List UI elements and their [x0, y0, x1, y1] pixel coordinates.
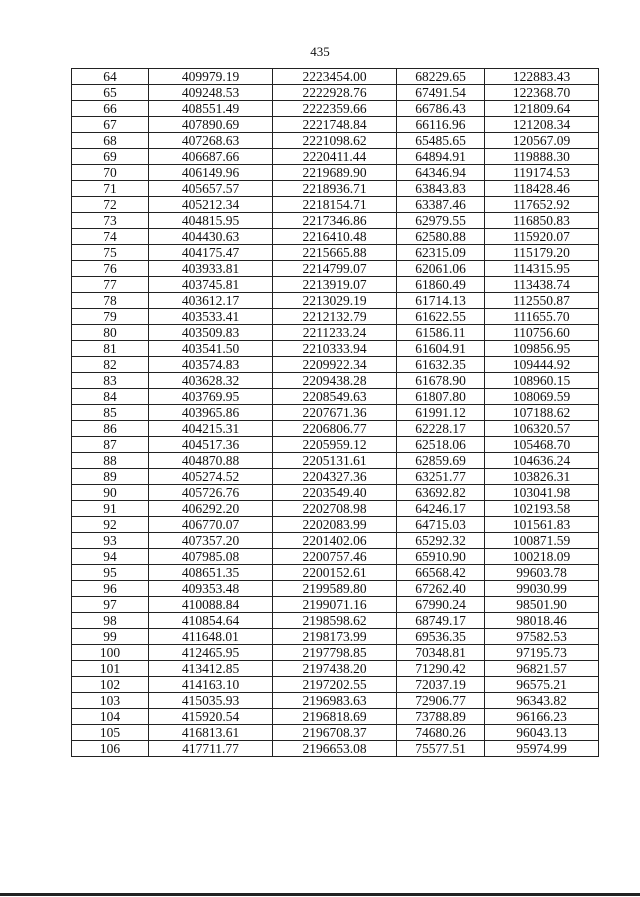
value-cell-1: 403533.41	[149, 309, 273, 325]
value-cell-1: 407268.63	[149, 133, 273, 149]
value-cell-4: 112550.87	[485, 293, 599, 309]
value-cell-4: 100871.59	[485, 533, 599, 549]
value-cell-3: 65910.90	[397, 549, 485, 565]
value-cell-1: 403933.81	[149, 261, 273, 277]
value-cell-2: 2197798.85	[273, 645, 397, 661]
value-cell-2: 2222359.66	[273, 101, 397, 117]
value-cell-3: 61860.49	[397, 277, 485, 293]
table-row	[72, 661, 599, 677]
value-cell-2: 2196708.37	[273, 725, 397, 741]
coordinates-table	[71, 68, 599, 757]
value-cell-1: 403541.50	[149, 341, 273, 357]
table-row	[72, 389, 599, 405]
bottom-rule	[0, 893, 640, 896]
value-cell-3: 61714.13	[397, 293, 485, 309]
value-cell-3: 62518.06	[397, 437, 485, 453]
point-number-cell: 99	[72, 629, 149, 645]
table-row	[72, 117, 599, 133]
value-cell-3: 66786.43	[397, 101, 485, 117]
value-cell-1: 406292.20	[149, 501, 273, 517]
value-cell-2: 2196983.63	[273, 693, 397, 709]
value-cell-4: 109856.95	[485, 341, 599, 357]
table-row	[72, 725, 599, 741]
value-cell-3: 61604.91	[397, 341, 485, 357]
value-cell-2: 2215665.88	[273, 245, 397, 261]
value-cell-3: 66116.96	[397, 117, 485, 133]
value-cell-1: 403745.81	[149, 277, 273, 293]
table-row	[72, 373, 599, 389]
value-cell-4: 97195.73	[485, 645, 599, 661]
point-number-cell: 84	[72, 389, 149, 405]
value-cell-4: 121208.34	[485, 117, 599, 133]
table-row	[72, 261, 599, 277]
value-cell-1: 413412.85	[149, 661, 273, 677]
value-cell-4: 95974.99	[485, 741, 599, 757]
point-number-cell: 71	[72, 181, 149, 197]
value-cell-3: 63387.46	[397, 197, 485, 213]
table-row	[72, 517, 599, 533]
value-cell-2: 2216410.48	[273, 229, 397, 245]
value-cell-4: 96166.23	[485, 709, 599, 725]
value-cell-2: 2206806.77	[273, 421, 397, 437]
table-row	[72, 181, 599, 197]
value-cell-1: 403628.32	[149, 373, 273, 389]
value-cell-1: 415035.93	[149, 693, 273, 709]
table-row	[72, 565, 599, 581]
point-number-cell: 102	[72, 677, 149, 693]
value-cell-4: 102193.58	[485, 501, 599, 517]
value-cell-4: 115179.20	[485, 245, 599, 261]
value-cell-3: 62228.17	[397, 421, 485, 437]
value-cell-4: 122883.43	[485, 69, 599, 85]
table-row	[72, 709, 599, 725]
value-cell-2: 2208549.63	[273, 389, 397, 405]
point-number-cell: 98	[72, 613, 149, 629]
value-cell-2: 2211233.24	[273, 325, 397, 341]
value-cell-3: 61586.11	[397, 325, 485, 341]
value-cell-4: 97582.53	[485, 629, 599, 645]
point-number-cell: 82	[72, 357, 149, 373]
value-cell-2: 2209922.34	[273, 357, 397, 373]
table-row	[72, 533, 599, 549]
value-cell-4: 103041.98	[485, 485, 599, 501]
value-cell-1: 404870.88	[149, 453, 273, 469]
point-number-cell: 85	[72, 405, 149, 421]
point-number-cell: 79	[72, 309, 149, 325]
value-cell-3: 65292.32	[397, 533, 485, 549]
value-cell-2: 2219689.90	[273, 165, 397, 181]
value-cell-2: 2196653.08	[273, 741, 397, 757]
value-cell-2: 2200152.61	[273, 565, 397, 581]
value-cell-2: 2220411.44	[273, 149, 397, 165]
value-cell-2: 2212132.79	[273, 309, 397, 325]
value-cell-3: 63843.83	[397, 181, 485, 197]
value-cell-4: 105468.70	[485, 437, 599, 453]
coordinates-table-container	[71, 68, 599, 757]
value-cell-1: 406770.07	[149, 517, 273, 533]
table-row	[72, 597, 599, 613]
table-row	[72, 421, 599, 437]
value-cell-3: 64246.17	[397, 501, 485, 517]
point-number-cell: 67	[72, 117, 149, 133]
table-row	[72, 677, 599, 693]
table-row	[72, 149, 599, 165]
value-cell-2: 2200757.46	[273, 549, 397, 565]
value-cell-2: 2213029.19	[273, 293, 397, 309]
value-cell-3: 68749.17	[397, 613, 485, 629]
value-cell-3: 64346.94	[397, 165, 485, 181]
value-cell-4: 96575.21	[485, 677, 599, 693]
value-cell-4: 104636.24	[485, 453, 599, 469]
value-cell-1: 412465.95	[149, 645, 273, 661]
value-cell-1: 409248.53	[149, 85, 273, 101]
value-cell-1: 415920.54	[149, 709, 273, 725]
table-row	[72, 437, 599, 453]
table-row	[72, 453, 599, 469]
table-row	[72, 357, 599, 373]
value-cell-3: 71290.42	[397, 661, 485, 677]
table-row	[72, 645, 599, 661]
point-number-cell: 93	[72, 533, 149, 549]
table-row	[72, 69, 599, 85]
value-cell-4: 109444.92	[485, 357, 599, 373]
table-row	[72, 245, 599, 261]
value-cell-4: 98501.90	[485, 597, 599, 613]
value-cell-4: 118428.46	[485, 181, 599, 197]
value-cell-1: 404215.31	[149, 421, 273, 437]
value-cell-2: 2203549.40	[273, 485, 397, 501]
value-cell-2: 2198598.62	[273, 613, 397, 629]
point-number-cell: 101	[72, 661, 149, 677]
value-cell-3: 68229.65	[397, 69, 485, 85]
value-cell-1: 407357.20	[149, 533, 273, 549]
table-row	[72, 549, 599, 565]
value-cell-3: 61807.80	[397, 389, 485, 405]
point-number-cell: 83	[72, 373, 149, 389]
value-cell-3: 64894.91	[397, 149, 485, 165]
value-cell-2: 2218936.71	[273, 181, 397, 197]
value-cell-4: 117652.92	[485, 197, 599, 213]
value-cell-3: 70348.81	[397, 645, 485, 661]
value-cell-1: 414163.10	[149, 677, 273, 693]
value-cell-4: 96043.13	[485, 725, 599, 741]
value-cell-2: 2213919.07	[273, 277, 397, 293]
value-cell-1: 404175.47	[149, 245, 273, 261]
value-cell-4: 115920.07	[485, 229, 599, 245]
value-cell-3: 64715.03	[397, 517, 485, 533]
value-cell-2: 2201402.06	[273, 533, 397, 549]
value-cell-2: 2207671.36	[273, 405, 397, 421]
value-cell-3: 62061.06	[397, 261, 485, 277]
value-cell-1: 403769.95	[149, 389, 273, 405]
point-number-cell: 97	[72, 597, 149, 613]
value-cell-2: 2196818.69	[273, 709, 397, 725]
value-cell-1: 411648.01	[149, 629, 273, 645]
value-cell-4: 98018.46	[485, 613, 599, 629]
table-row	[72, 213, 599, 229]
value-cell-1: 409353.48	[149, 581, 273, 597]
table-row	[72, 277, 599, 293]
value-cell-1: 416813.61	[149, 725, 273, 741]
table-row	[72, 581, 599, 597]
value-cell-4: 111655.70	[485, 309, 599, 325]
point-number-cell: 75	[72, 245, 149, 261]
value-cell-4: 121809.64	[485, 101, 599, 117]
table-row	[72, 693, 599, 709]
value-cell-3: 63692.82	[397, 485, 485, 501]
value-cell-3: 62315.09	[397, 245, 485, 261]
value-cell-2: 2204327.36	[273, 469, 397, 485]
value-cell-4: 106320.57	[485, 421, 599, 437]
point-number-cell: 80	[72, 325, 149, 341]
point-number-cell: 104	[72, 709, 149, 725]
value-cell-4: 101561.83	[485, 517, 599, 533]
value-cell-3: 75577.51	[397, 741, 485, 757]
point-number-cell: 94	[72, 549, 149, 565]
table-row	[72, 341, 599, 357]
table-row	[72, 309, 599, 325]
value-cell-4: 113438.74	[485, 277, 599, 293]
point-number-cell: 103	[72, 693, 149, 709]
value-cell-4: 96821.57	[485, 661, 599, 677]
value-cell-3: 67262.40	[397, 581, 485, 597]
point-number-cell: 96	[72, 581, 149, 597]
point-number-cell: 81	[72, 341, 149, 357]
value-cell-4: 96343.82	[485, 693, 599, 709]
point-number-cell: 105	[72, 725, 149, 741]
value-cell-2: 2218154.71	[273, 197, 397, 213]
value-cell-3: 69536.35	[397, 629, 485, 645]
value-cell-2: 2205959.12	[273, 437, 397, 453]
value-cell-4: 99030.99	[485, 581, 599, 597]
value-cell-1: 406687.66	[149, 149, 273, 165]
page-number: 435	[310, 44, 330, 59]
value-cell-3: 72037.19	[397, 677, 485, 693]
value-cell-4: 107188.62	[485, 405, 599, 421]
value-cell-2: 2222928.76	[273, 85, 397, 101]
point-number-cell: 65	[72, 85, 149, 101]
value-cell-1: 408551.49	[149, 101, 273, 117]
value-cell-1: 407890.69	[149, 117, 273, 133]
point-number-cell: 66	[72, 101, 149, 117]
point-number-cell: 68	[72, 133, 149, 149]
value-cell-1: 408651.35	[149, 565, 273, 581]
table-row	[72, 101, 599, 117]
value-cell-3: 66568.42	[397, 565, 485, 581]
value-cell-1: 404517.36	[149, 437, 273, 453]
value-cell-3: 62580.88	[397, 229, 485, 245]
value-cell-1: 406149.96	[149, 165, 273, 181]
table-body	[72, 69, 599, 757]
value-cell-2: 2199589.80	[273, 581, 397, 597]
point-number-cell: 88	[72, 453, 149, 469]
value-cell-4: 103826.31	[485, 469, 599, 485]
point-number-cell: 70	[72, 165, 149, 181]
value-cell-2: 2217346.86	[273, 213, 397, 229]
value-cell-1: 410854.64	[149, 613, 273, 629]
value-cell-1: 409979.19	[149, 69, 273, 85]
value-cell-2: 2197438.20	[273, 661, 397, 677]
value-cell-2: 2223454.00	[273, 69, 397, 85]
table-row	[72, 229, 599, 245]
table-row	[72, 629, 599, 645]
value-cell-3: 62979.55	[397, 213, 485, 229]
table-row	[72, 501, 599, 517]
value-cell-1: 405274.52	[149, 469, 273, 485]
table-row	[72, 741, 599, 757]
value-cell-3: 63251.77	[397, 469, 485, 485]
table-row	[72, 197, 599, 213]
value-cell-4: 119888.30	[485, 149, 599, 165]
value-cell-2: 2199071.16	[273, 597, 397, 613]
value-cell-1: 403509.83	[149, 325, 273, 341]
table-row	[72, 165, 599, 181]
value-cell-4: 99603.78	[485, 565, 599, 581]
point-number-cell: 73	[72, 213, 149, 229]
value-cell-3: 72906.77	[397, 693, 485, 709]
value-cell-4: 120567.09	[485, 133, 599, 149]
value-cell-1: 410088.84	[149, 597, 273, 613]
value-cell-1: 405726.76	[149, 485, 273, 501]
point-number-cell: 76	[72, 261, 149, 277]
point-number-cell: 64	[72, 69, 149, 85]
value-cell-4: 100218.09	[485, 549, 599, 565]
value-cell-4: 119174.53	[485, 165, 599, 181]
value-cell-2: 2202083.99	[273, 517, 397, 533]
value-cell-3: 73788.89	[397, 709, 485, 725]
value-cell-1: 417711.77	[149, 741, 273, 757]
value-cell-2: 2210333.94	[273, 341, 397, 357]
point-number-cell: 69	[72, 149, 149, 165]
point-number-cell: 74	[72, 229, 149, 245]
value-cell-1: 403965.86	[149, 405, 273, 421]
value-cell-2: 2214799.07	[273, 261, 397, 277]
value-cell-3: 62859.69	[397, 453, 485, 469]
table-row	[72, 133, 599, 149]
value-cell-2: 2197202.55	[273, 677, 397, 693]
point-number-cell: 72	[72, 197, 149, 213]
point-number-cell: 86	[72, 421, 149, 437]
value-cell-4: 108069.59	[485, 389, 599, 405]
point-number-cell: 89	[72, 469, 149, 485]
table-row	[72, 485, 599, 501]
point-number-cell: 77	[72, 277, 149, 293]
point-number-cell: 106	[72, 741, 149, 757]
value-cell-1: 404430.63	[149, 229, 273, 245]
value-cell-3: 67990.24	[397, 597, 485, 613]
value-cell-2: 2221098.62	[273, 133, 397, 149]
value-cell-1: 407985.08	[149, 549, 273, 565]
value-cell-3: 61991.12	[397, 405, 485, 421]
value-cell-3: 61632.35	[397, 357, 485, 373]
value-cell-3: 61678.90	[397, 373, 485, 389]
point-number-cell: 100	[72, 645, 149, 661]
value-cell-3: 67491.54	[397, 85, 485, 101]
table-row	[72, 85, 599, 101]
value-cell-1: 404815.95	[149, 213, 273, 229]
table-row	[72, 405, 599, 421]
point-number-cell: 95	[72, 565, 149, 581]
value-cell-3: 74680.26	[397, 725, 485, 741]
table-row	[72, 469, 599, 485]
table-row	[72, 613, 599, 629]
point-number-cell: 90	[72, 485, 149, 501]
value-cell-3: 61622.55	[397, 309, 485, 325]
value-cell-1: 405657.57	[149, 181, 273, 197]
point-number-cell: 91	[72, 501, 149, 517]
value-cell-4: 114315.95	[485, 261, 599, 277]
point-number-cell: 87	[72, 437, 149, 453]
value-cell-2: 2221748.84	[273, 117, 397, 133]
value-cell-4: 116850.83	[485, 213, 599, 229]
value-cell-4: 110756.60	[485, 325, 599, 341]
value-cell-4: 108960.15	[485, 373, 599, 389]
value-cell-1: 405212.34	[149, 197, 273, 213]
value-cell-1: 403612.17	[149, 293, 273, 309]
value-cell-2: 2198173.99	[273, 629, 397, 645]
value-cell-2: 2205131.61	[273, 453, 397, 469]
value-cell-2: 2209438.28	[273, 373, 397, 389]
point-number-cell: 78	[72, 293, 149, 309]
table-row	[72, 325, 599, 341]
value-cell-2: 2202708.98	[273, 501, 397, 517]
table-row	[72, 293, 599, 309]
value-cell-4: 122368.70	[485, 85, 599, 101]
value-cell-3: 65485.65	[397, 133, 485, 149]
point-number-cell: 92	[72, 517, 149, 533]
value-cell-1: 403574.83	[149, 357, 273, 373]
